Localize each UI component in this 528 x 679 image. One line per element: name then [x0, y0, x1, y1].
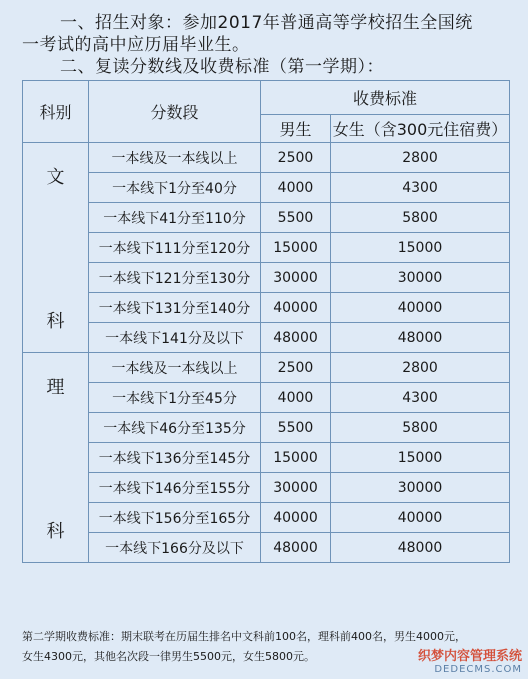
range-cell: 一本线及一本线以上 — [89, 353, 261, 383]
female-fee-cell: 40000 — [331, 293, 510, 323]
female-fee-cell: 5800 — [331, 413, 510, 443]
subject-char: 科 — [46, 310, 65, 332]
table-row — [23, 353, 510, 383]
subject-char: 理 — [46, 376, 65, 398]
table-row — [23, 203, 510, 233]
male-fee-cell: 30000 — [261, 473, 331, 503]
male-fee-cell: 15000 — [261, 443, 331, 473]
header-female: 女生（含300元住宿费） — [331, 115, 510, 143]
watermark-title: 织梦内容管理系统 — [417, 649, 522, 664]
male-fee-cell: 2500 — [261, 143, 331, 173]
intro-line-2: 一考试的高中应历届毕业生。 — [22, 35, 250, 55]
subject-cell-liberal-arts — [23, 143, 89, 353]
watermark-domain: DEDECMS.COM — [434, 664, 522, 675]
male-fee-cell: 5500 — [261, 203, 331, 233]
male-fee-cell: 4000 — [261, 383, 331, 413]
footer-line-1: 第二学期收费标准：期末联考在历届生排名中文科前100名，理科前400名，男生4000元， — [22, 630, 466, 643]
table-row — [23, 473, 510, 503]
table-row — [23, 263, 510, 293]
female-fee-cell: 15000 — [331, 443, 510, 473]
intro-line-3: 二、复读分数线及收费标准（第一学期）： — [60, 57, 384, 77]
range-cell: 一本线下146分至155分 — [89, 473, 261, 503]
male-fee-cell: 4000 — [261, 173, 331, 203]
table-row — [23, 173, 510, 203]
female-fee-cell: 2800 — [331, 353, 510, 383]
subject-cell-science — [23, 353, 89, 563]
table-row — [23, 503, 510, 533]
subject-char: 科 — [46, 520, 65, 542]
range-cell: 一本线下46分至135分 — [89, 413, 261, 443]
table-row — [23, 413, 510, 443]
female-fee-cell: 15000 — [331, 233, 510, 263]
range-cell: 一本线下141分及以下 — [89, 323, 261, 353]
header-score-range: 分数段 — [89, 81, 261, 143]
male-fee-cell: 48000 — [261, 323, 331, 353]
female-fee-cell: 30000 — [331, 263, 510, 293]
female-fee-cell: 4300 — [331, 173, 510, 203]
header-fee-standard: 收费标准 — [261, 81, 510, 115]
female-fee-cell: 40000 — [331, 503, 510, 533]
female-fee-cell: 30000 — [331, 473, 510, 503]
range-cell: 一本线下1分至40分 — [89, 173, 261, 203]
table-row — [23, 533, 510, 563]
fee-table — [22, 80, 510, 563]
range-cell: 一本线下111分至120分 — [89, 233, 261, 263]
female-fee-cell: 4300 — [331, 383, 510, 413]
range-cell: 一本线下131分至140分 — [89, 293, 261, 323]
male-fee-cell: 2500 — [261, 353, 331, 383]
female-fee-cell: 2800 — [331, 143, 510, 173]
table-row — [23, 143, 510, 173]
male-fee-cell: 48000 — [261, 533, 331, 563]
range-cell: 一本线下136分至145分 — [89, 443, 261, 473]
table-row — [23, 293, 510, 323]
header-male: 男生 — [261, 115, 331, 143]
range-cell: 一本线下156分至165分 — [89, 503, 261, 533]
watermark-logo — [418, 645, 522, 675]
footer-line-2: 女生4300元，其他名次段一律男生5500元，女生5800元。 — [22, 650, 315, 663]
range-cell: 一本线下121分至130分 — [89, 263, 261, 293]
female-fee-cell: 48000 — [331, 323, 510, 353]
header-subject: 科别 — [23, 81, 89, 143]
table-row — [23, 383, 510, 413]
table-row — [23, 443, 510, 473]
range-cell: 一本线下1分至45分 — [89, 383, 261, 413]
range-cell: 一本线及一本线以上 — [89, 143, 261, 173]
table-row — [23, 233, 510, 263]
female-fee-cell: 5800 — [331, 203, 510, 233]
female-fee-cell: 48000 — [331, 533, 510, 563]
male-fee-cell: 40000 — [261, 503, 331, 533]
male-fee-cell: 15000 — [261, 233, 331, 263]
male-fee-cell: 5500 — [261, 413, 331, 443]
intro-line-1: 一、招生对象：参加2017年普通高等学校招生全国统 — [60, 13, 473, 33]
range-cell: 一本线下166分及以下 — [89, 533, 261, 563]
table-row — [23, 323, 510, 353]
subject-char: 文 — [46, 166, 65, 188]
male-fee-cell: 40000 — [261, 293, 331, 323]
male-fee-cell: 30000 — [261, 263, 331, 293]
range-cell: 一本线下41分至110分 — [89, 203, 261, 233]
